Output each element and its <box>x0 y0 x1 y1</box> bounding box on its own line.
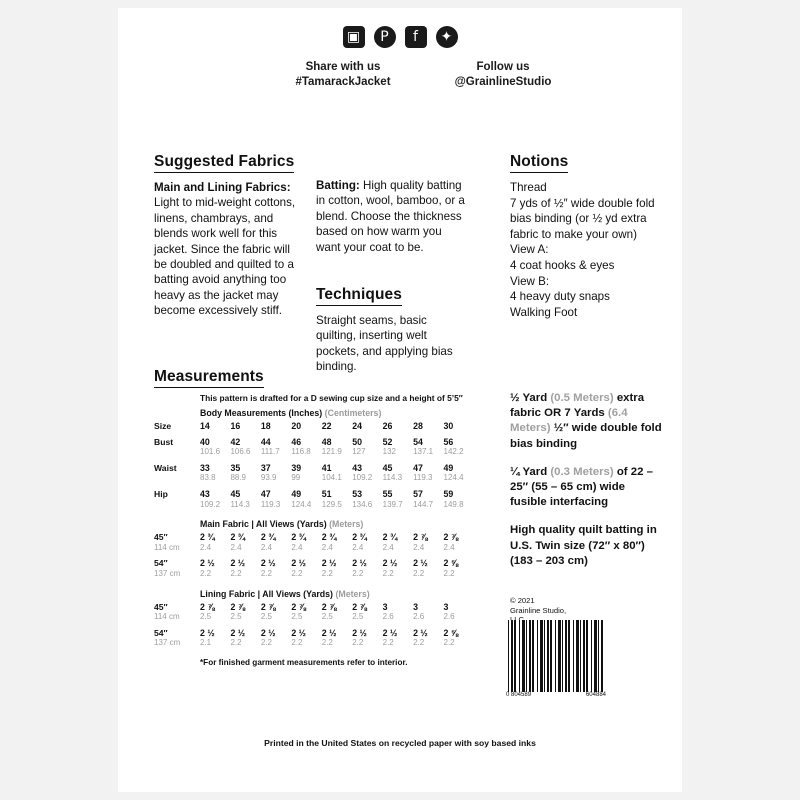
main45-yd-7: 2 ⅞ <box>413 532 428 543</box>
notions-line-2: View A: <box>510 243 549 257</box>
waist-in-2: 37 <box>260 462 271 473</box>
table-row-lining45-meters <box>154 612 474 623</box>
lining54-m-5: 2.2 <box>352 638 364 648</box>
size-cell-5: 24 <box>352 421 362 431</box>
table-row-main54-yards <box>154 553 474 569</box>
main54-yd-6: 2 ½ <box>382 558 398 569</box>
bust-cm-6: 132 <box>382 447 396 457</box>
main54-m-8: 2.2 <box>443 568 455 578</box>
main54-yd-4: 2 ½ <box>321 558 337 569</box>
lining45-m-8: 2.6 <box>443 612 455 622</box>
table-row-bust-inches <box>154 432 474 448</box>
bust-cm-8: 142.2 <box>443 447 464 457</box>
pinterest-icon[interactable]: P <box>374 26 396 48</box>
suggested-fabrics-section <box>154 153 302 319</box>
main54-yd-8: 2 ⅝ <box>443 558 459 569</box>
main-45-label: 45″ <box>154 532 168 543</box>
copyright-company: Grainline Studio, <box>510 605 567 615</box>
waist-in-3: 39 <box>291 462 302 473</box>
batting-requirement: High quality quilt batting in U.S. Twin size (72″ x 80″) (183 – 203 cm) <box>510 524 657 567</box>
techniques-body: Straight seams, basic quilting, inserting welt pockets, and applying bias binding. <box>316 314 453 374</box>
bust-in-4: 48 <box>321 436 332 447</box>
main54-m-7: 2.2 <box>413 568 425 578</box>
waist-cm-6: 114.3 <box>382 473 403 483</box>
waist-row-label: Waist <box>154 462 177 473</box>
facebook-icon[interactable]: f <box>405 26 427 48</box>
lining45-m-7: 2.6 <box>413 612 425 622</box>
lining45-yd-7: 3 <box>413 601 418 612</box>
interfacing-desc: of 22 – 25″ (55 – 65 cm) wide fusible interfacing <box>510 465 653 509</box>
hip-cm-4: 129.5 <box>321 499 342 509</box>
bias-yard: ½ Yard <box>510 392 551 404</box>
bust-cm-0: 101.6 <box>200 447 221 457</box>
bust-cm-2: 111.7 <box>260 447 280 457</box>
pattern-envelope-back <box>118 8 682 792</box>
table-row-main45-yards <box>154 532 474 543</box>
bust-in-8: 56 <box>443 436 454 447</box>
waist-in-7: 47 <box>413 462 423 473</box>
interfacing-yard: ¼ Yard <box>510 465 551 478</box>
waist-in-1: 35 <box>230 462 241 473</box>
lining54-m-8: 2.2 <box>443 638 455 648</box>
lining54-m-6: 2.2 <box>382 638 394 648</box>
lining54-yd-7: 2 ½ <box>413 627 428 638</box>
size-cell-0: 14 <box>200 421 210 431</box>
waist-cm-5: 109.2 <box>352 473 373 483</box>
lining45-yd-5: 2 ⅞ <box>352 601 367 612</box>
table-row-lining54-yards <box>154 623 474 639</box>
share-hashtag: #TamarackJacket <box>295 76 391 88</box>
notions-line-5: 4 heavy duty snaps <box>510 290 610 304</box>
batting-text <box>316 178 466 255</box>
table-row-size <box>154 421 474 432</box>
waist-cm-4: 104.1 <box>321 473 342 483</box>
main-fabric-label: Main Fabric | All Views (Yards) <box>200 519 327 530</box>
main45-m-7: 2.4 <box>413 542 425 552</box>
notions-heading: Notions <box>510 153 568 173</box>
instagram-icon[interactable]: ▣ <box>343 26 365 48</box>
waist-in-5: 43 <box>352 462 362 473</box>
main45-yd-4: 2 ¾ <box>321 532 337 543</box>
lining-45-sublabel: 114 cm <box>154 612 180 622</box>
measurements-heading: Measurements <box>154 368 264 388</box>
main-lining-body: Light to mid-weight cottons, linens, chambrays, and blends work well for this jacket. Since the fabric will be doubled and quilted to a batting avoid anything too heavy as the jacket may become excessively stiff. <box>154 196 296 318</box>
size-row-label: Size <box>154 421 172 431</box>
bias-yard-metric: (0.5 Meters) <box>550 392 617 404</box>
main-fabric-table <box>154 532 474 579</box>
bust-in-1: 42 <box>230 436 241 447</box>
table-row-waist-cm <box>154 473 474 484</box>
spacer-main-fabric <box>154 510 474 519</box>
lining45-yd-6: 3 <box>382 601 388 612</box>
lining54-yd-8: 2 ⅝ <box>443 627 459 638</box>
main54-m-3: 2.2 <box>291 568 303 578</box>
batting-body: High quality batting in cotton, wool, bamboo, or a blend. Choose the thickness based on how warm you want your coat to be. <box>316 179 465 254</box>
bust-cm-3: 116.8 <box>291 447 311 457</box>
main54-m-6: 2.2 <box>382 568 394 578</box>
hip-in-6: 55 <box>382 488 393 499</box>
waist-cm-0: 83.8 <box>200 473 216 483</box>
lining54-yd-2: 2 ½ <box>260 627 276 638</box>
lining54-yd-5: 2 ½ <box>352 627 367 638</box>
hip-cm-7: 144.7 <box>413 499 434 509</box>
main45-yd-5: 2 ¾ <box>352 532 367 543</box>
lining45-m-1: 2.5 <box>230 612 242 622</box>
share-title: Share with us <box>305 61 381 73</box>
table-row-main45-meters <box>154 543 474 554</box>
main45-yd-6: 2 ¾ <box>382 532 398 543</box>
waist-cm-3: 99 <box>291 473 301 483</box>
hip-cm-3: 124.4 <box>291 499 312 509</box>
lining-fabric-subhead <box>200 589 474 599</box>
main45-yd-2: 2 ¾ <box>260 532 276 543</box>
notions-line-1: 7 yds of ½″ wide double fold bias binding (or ½ yd extra fabric to make your own) <box>510 196 655 241</box>
bias-binding-requirement <box>510 391 662 452</box>
main54-yd-2: 2 ½ <box>260 558 276 569</box>
twitter-icon[interactable]: ✦ <box>436 26 458 48</box>
size-cell-2: 18 <box>260 421 271 431</box>
main54-m-0: 2.2 <box>200 568 212 578</box>
measurements-section <box>154 393 474 667</box>
size-cell-3: 20 <box>291 421 302 431</box>
main45-m-1: 2.4 <box>230 542 242 552</box>
main54-yd-5: 2 ½ <box>352 558 367 569</box>
bias-yards-alt: extra fabric OR 7 Yards <box>510 392 645 420</box>
lining54-m-2: 2.2 <box>260 638 272 648</box>
draft-note: This pattern is drafted for a D sewing cup size and a height of 5’5″ <box>200 393 463 403</box>
suggested-fabrics-heading: Suggested Fabrics <box>154 153 294 173</box>
main45-m-8: 2.4 <box>443 542 455 552</box>
notions-line-3: 4 coat hooks & eyes <box>510 258 615 272</box>
main45-m-3: 2.4 <box>291 542 303 552</box>
bust-in-2: 44 <box>260 436 271 447</box>
waist-in-8: 49 <box>443 462 454 473</box>
techniques-section <box>316 286 466 375</box>
lining54-m-1: 2.2 <box>230 638 242 648</box>
waist-cm-7: 119.3 <box>413 473 433 483</box>
barcode <box>508 620 604 692</box>
hip-cm-0: 109.2 <box>200 499 221 509</box>
table-row-bust-cm <box>154 447 474 458</box>
main-lining-label: Main and Lining Fabrics: <box>154 181 291 194</box>
main54-yd-3: 2 ½ <box>291 558 306 569</box>
hip-in-0: 43 <box>200 488 210 499</box>
bust-cm-7: 137.1 <box>413 447 434 457</box>
waist-in-0: 33 <box>200 462 210 473</box>
main54-yd-7: 2 ½ <box>413 558 428 569</box>
notions-section <box>510 153 662 320</box>
lining45-yd-8: 3 <box>443 601 449 612</box>
main54-m-2: 2.2 <box>260 568 272 578</box>
bias-binding-desc: ½″ wide double fold bias binding <box>510 422 662 450</box>
main54-m-4: 2.2 <box>321 568 333 578</box>
footer-print-note: Printed in the United States on recycled paper with soy based inks <box>264 738 536 748</box>
main45-m-6: 2.4 <box>382 542 394 552</box>
barcode-number-left: 0 804589 <box>506 692 532 698</box>
lining45-m-6: 2.6 <box>382 612 394 622</box>
waist-in-6: 45 <box>382 462 393 473</box>
body-measurements-cm-label: (Centimeters) <box>324 408 382 418</box>
main54-yd-1: 2 ½ <box>230 558 246 569</box>
copyright-year: © 2021 <box>510 596 535 605</box>
batting-section <box>316 178 466 255</box>
barcode-numbers <box>506 692 606 698</box>
lining45-yd-0: 2 ⅞ <box>200 601 215 612</box>
lining54-yd-6: 2 ½ <box>382 627 398 638</box>
main45-m-4: 2.4 <box>321 542 333 552</box>
bust-in-5: 50 <box>352 436 362 447</box>
main-lining-fabrics-text <box>154 180 302 319</box>
main45-m-5: 2.4 <box>352 542 364 552</box>
main54-yd-0: 2 ½ <box>200 558 215 569</box>
main54-m-1: 2.2 <box>230 568 242 578</box>
hip-in-3: 49 <box>291 488 302 499</box>
main45-yd-0: 2 ¾ <box>200 532 215 543</box>
bust-cm-4: 121.9 <box>321 447 342 457</box>
hip-in-5: 53 <box>352 488 362 499</box>
lining45-yd-3: 2 ⅞ <box>291 601 306 612</box>
interfacing-requirement <box>510 465 662 511</box>
lining54-m-7: 2.2 <box>413 638 425 648</box>
size-cell-7: 28 <box>413 421 423 431</box>
bust-in-6: 52 <box>382 436 393 447</box>
hip-cm-8: 149.8 <box>443 499 464 509</box>
hip-cm-1: 114.3 <box>230 499 250 509</box>
table-row-lining45-yards <box>154 602 474 613</box>
hip-in-8: 59 <box>443 488 454 499</box>
bust-in-0: 40 <box>200 436 210 447</box>
table-row-lining54-meters <box>154 638 474 649</box>
waist-cm-1: 88.9 <box>230 473 247 483</box>
main45-yd-1: 2 ¾ <box>230 532 246 543</box>
measurements-heading-wrap <box>154 368 264 395</box>
share-with-us-block <box>263 60 423 90</box>
main-54-sublabel: 137 cm <box>154 568 181 578</box>
size-cell-8: 30 <box>443 421 454 431</box>
lining-fabric-meters-label: (Meters) <box>335 588 370 599</box>
batting-label: Batting: <box>316 179 360 192</box>
spacer-lining-fabric <box>154 580 474 589</box>
lining54-m-3: 2.2 <box>291 638 303 648</box>
main-fabric-subhead <box>200 519 474 529</box>
lining54-yd-1: 2 ½ <box>230 627 246 638</box>
main54-m-5: 2.2 <box>352 568 364 578</box>
bias-yards-alt-metric: (6.4 Meters) <box>510 407 628 435</box>
lining45-m-4: 2.5 <box>321 612 333 622</box>
main45-m-0: 2.4 <box>200 542 212 552</box>
hip-cm-2: 119.3 <box>260 499 281 509</box>
waist-cm-2: 93.9 <box>260 473 277 483</box>
table-row-waist-inches <box>154 458 474 474</box>
lining54-yd-4: 2 ½ <box>321 627 337 638</box>
notions-line-4: View B: <box>510 274 550 288</box>
bust-cm-5: 127 <box>352 447 366 457</box>
main-45-sublabel: 114 cm <box>154 542 180 552</box>
lining45-yd-2: 2 ⅞ <box>260 601 276 612</box>
lining54-m-0: 2.1 <box>200 638 212 648</box>
follow-us-block <box>408 60 598 90</box>
hip-in-7: 57 <box>413 488 423 499</box>
interfacing-yard-metric: (0.3 Meters) <box>550 465 617 478</box>
extra-requirements-section <box>510 391 662 582</box>
waist-in-4: 41 <box>321 462 332 473</box>
lining45-m-2: 2.5 <box>260 612 272 622</box>
bust-row-label: Bust <box>154 436 174 447</box>
lining45-yd-1: 2 ⅞ <box>230 601 246 612</box>
lining45-m-5: 2.5 <box>352 612 364 622</box>
body-measurements-label: Body Measurements (Inches) <box>200 408 323 418</box>
lining-54-sublabel: 137 cm <box>154 638 181 648</box>
lining54-yd-3: 2 ½ <box>291 627 306 638</box>
bust-in-3: 46 <box>291 436 302 447</box>
main45-yd-8: 2 ⅞ <box>443 532 459 543</box>
measurements-footnote: *For finished garment measurements refer to interior. <box>200 657 408 667</box>
follow-handle: @GrainlineStudio <box>454 76 552 88</box>
hip-in-2: 47 <box>260 488 271 499</box>
lining-fabric-table <box>154 602 474 649</box>
size-cell-1: 16 <box>230 421 241 431</box>
lining54-yd-0: 2 ½ <box>200 627 215 638</box>
notions-line-0: Thread <box>510 181 547 194</box>
follow-title: Follow us <box>476 61 530 73</box>
main45-m-2: 2.4 <box>260 542 272 552</box>
techniques-heading: Techniques <box>316 286 402 306</box>
barcode-number-right: 604884 <box>585 692 606 698</box>
table-row-hip-cm <box>154 500 474 511</box>
lining45-yd-4: 2 ⅞ <box>321 601 337 612</box>
table-row-main54-meters <box>154 569 474 580</box>
lining54-m-4: 2.2 <box>321 638 333 648</box>
main-fabric-meters-label: (Meters) <box>329 519 364 530</box>
size-cell-6: 26 <box>382 421 393 431</box>
hip-in-1: 45 <box>230 488 241 499</box>
hip-cm-6: 139.7 <box>382 499 403 509</box>
notions-line-6: Walking Foot <box>510 305 578 319</box>
body-measurements-subhead <box>200 408 474 418</box>
notions-list <box>510 180 662 320</box>
bust-in-7: 54 <box>413 436 423 447</box>
size-cell-4: 22 <box>321 421 332 431</box>
main-54-label: 54″ <box>154 558 168 569</box>
body-measurements-table <box>154 421 474 510</box>
lining-54-label: 54″ <box>154 627 168 638</box>
hip-cm-5: 134.6 <box>352 499 373 509</box>
waist-cm-8: 124.4 <box>443 473 464 483</box>
lining45-m-3: 2.5 <box>291 612 303 622</box>
table-row-hip-inches <box>154 484 474 500</box>
social-icon-row <box>118 26 682 48</box>
hip-row-label: Hip <box>154 488 168 499</box>
main45-yd-3: 2 ¾ <box>291 532 306 543</box>
lining-fabric-label: Lining Fabric | All Views (Yards) <box>200 588 333 599</box>
bust-cm-1: 106.6 <box>230 447 251 457</box>
hip-in-4: 51 <box>321 488 332 499</box>
lining-45-label: 45″ <box>154 601 168 612</box>
lining45-m-0: 2.5 <box>200 612 212 622</box>
